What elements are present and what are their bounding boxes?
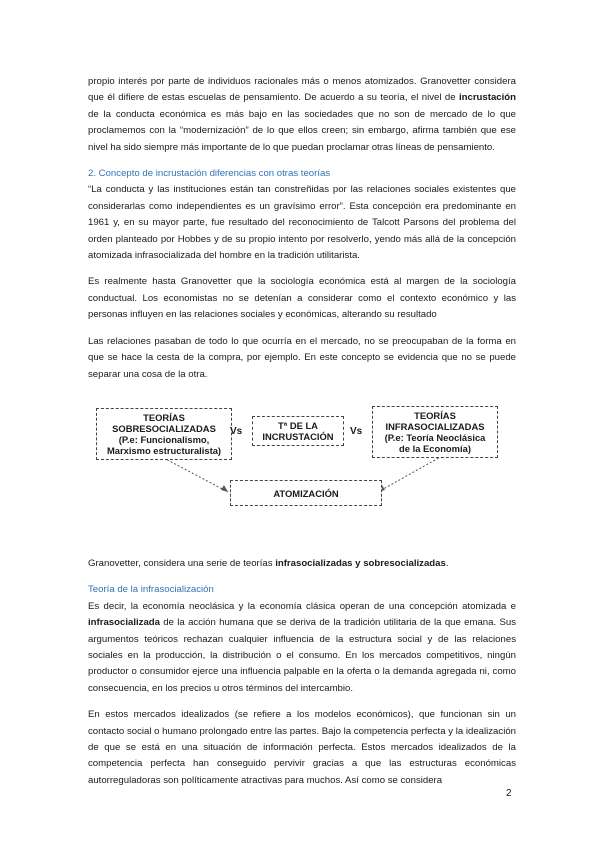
text: propio interés por parte de individuos racionales más o menos atomizados. Granovetter considera que él difiere de estas escuelas de pensamiento. De acuerdo a su teoría, el nivel de [88, 76, 516, 104]
text: de la conducta económica es más bajo en las sociedades que no son de mercado de lo que proclamemos con la “modernización” de lo que ellos creen; sin embargo, afirma también que ese nivel ha sido siempre más importante de lo que puedan proclamar otras líneas de pensamiento. [88, 108, 516, 153]
box-sobresocializadas [96, 408, 232, 460]
vs-label: Vs [350, 426, 363, 437]
text: de la acción humana que se deriva de la tradición utilitaria de la que emana. Sus argumentos teóricos rechazan cualquier influencia de la estructura social y de las relaciones sociales en la producción, la distribución o el consumo. En los mercados competitivos, ningún productor o consumidor ejerce una influencia palpable en la oferta o la demanda agregada ni, como consecuencia, en los precios u otros términos del intercambio. [88, 617, 516, 694]
theories-diagram [88, 404, 516, 512]
bold-term: infrasocializada [88, 617, 160, 629]
text: Granovetter, considera una serie de teorías [88, 558, 276, 569]
box-title: INCRUSTACIÓN [262, 431, 334, 442]
bold-term: incrustación [458, 92, 516, 104]
paragraph-granovetter: Es realmente hasta Granovetter que la sociología económica está al margen de la sociología conductual. Los economistas no se detenían a considerar como el contexto económico y las personas influyen en las relaciones sociales y económicas, alterando su resultado [88, 276, 516, 321]
box-title: ATOMIZACIÓN [273, 487, 339, 499]
box-infrasocializadas [372, 406, 498, 458]
box-subtitle: (P.e: Teoría Neoclásica [384, 432, 486, 443]
box-incrustacion [252, 416, 344, 446]
upper-content [88, 74, 516, 393]
paragraph-mercados-idealizados: En estos mercados idealizados (se refiere a los modelos económicos), que funcionan sin un contacto social o humano prolongado entre las partes. Bajo la competencia perfecta y la idealización de que se está en una situación de información perfecta. Estos mercados idealizados de la competencia perfecta han conseguido pervivir gracias a que las estructuras económicas autorreguladoras son políticamente atractivas para muchos. Así como se considera [88, 709, 516, 786]
box-atomizacion [230, 480, 382, 506]
text: . [445, 558, 449, 569]
box-subtitle: Marxismo estructuralista) [106, 445, 222, 456]
paragraph-quote: “La conducta y las instituciones están tan constreñidas por las relaciones sociales existentes que considerarlas como independientes es un gravísimo error”. Esta concepción era predominante en 1961 y, en su mayor parte, fue resultado del reconocimiento de Talcott Parsons del problema del orden planteado por Hobbes y de su propio intento por resolverlo, yendo más allá de la concepción atomizada infrasocializada del hombre en la tradición utilitarista. [88, 184, 516, 262]
box-subtitle: (P.e: Funcionalismo, [118, 434, 210, 445]
paragraph-intro [88, 74, 516, 156]
box-title: Tª DE LA [278, 420, 318, 431]
box-title: TEORÍAS [414, 410, 456, 421]
lower-content [88, 556, 516, 799]
bold-term: y [352, 558, 364, 569]
bold-term: sobresocializadas [363, 558, 446, 569]
section-heading: 2. Concepto de incrustación diferencias con otras teorías [88, 168, 331, 180]
text: Es decir, la economía neoclásica y la economía clásica operan de una concepción atomizada e [88, 600, 516, 612]
box-title: TEORÍAS [143, 412, 185, 423]
vs-label: Vs [230, 426, 243, 437]
paragraph-relaciones: Las relaciones pasaban de todo lo que ocurría en el mercado, no se preocupaban de la forma en que se hace la cesta de la compra, por ejemplo. En este concepto se evidencia que no se puede separar una cosa de la otra. [88, 335, 516, 380]
box-subtitle: de la Economía) [399, 443, 471, 454]
paragraph-infrasocializacion [88, 599, 516, 697]
subsection-heading: Teoría de la infrasocialización [88, 584, 214, 596]
box-title: SOBRESOCIALIZADAS [112, 423, 216, 434]
page-number: 2 [506, 788, 512, 799]
bold-term: infrasocializadas [275, 558, 353, 569]
box-title: INFRASOCIALIZADAS [385, 421, 485, 432]
paragraph-granovetter-teorias [88, 556, 516, 572]
